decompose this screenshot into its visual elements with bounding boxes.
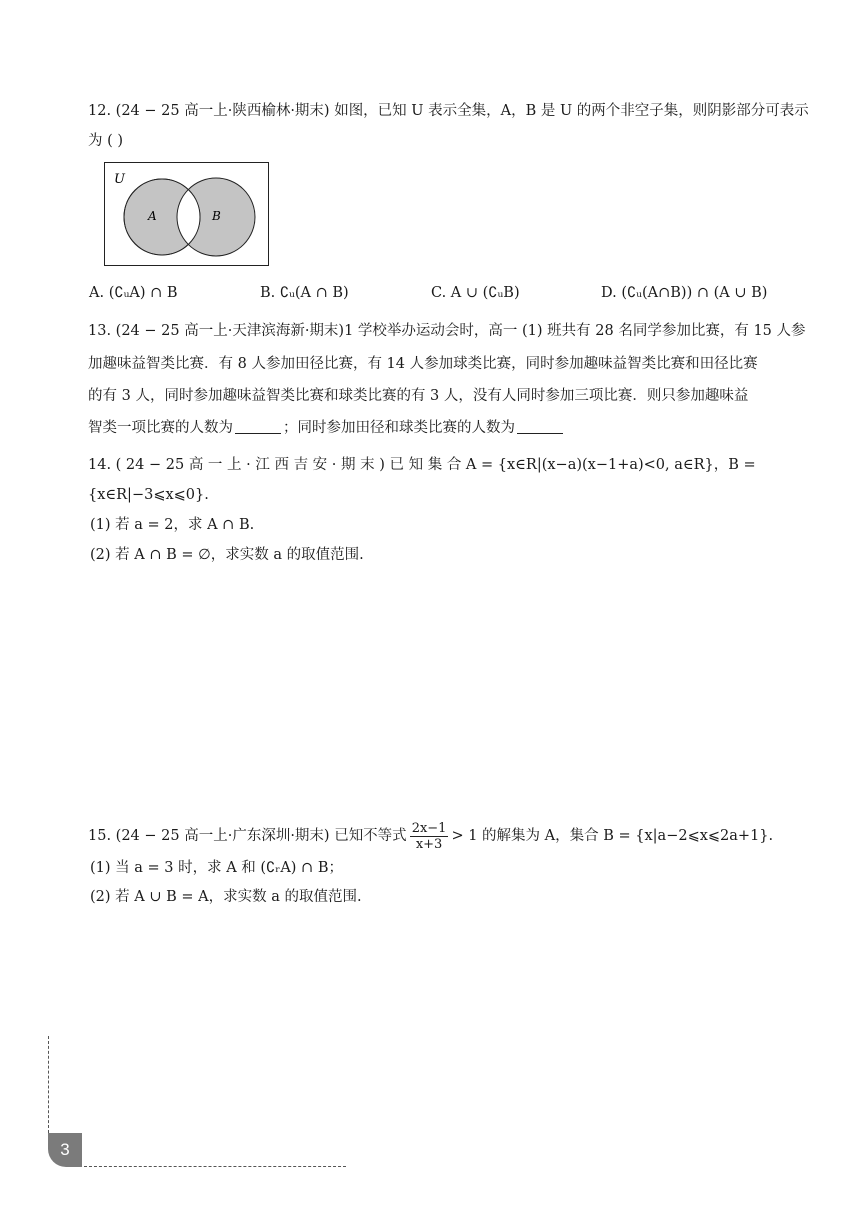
q12-option-d: D. (∁ᵤ(A∩B)) ∩ (A ∪ B) [601,285,768,301]
q13-stem-line3: 的有 3 人，同时参加趣味益智类比赛和球类比赛的有 3 人，没有人同时参加三项比赛．则只参加趣味益 [88,388,749,404]
q14-part1: (1) 若 a = 2，求 A ∩ B. [90,517,255,533]
q12-option-c: C. A ∪ (∁ᵤB) [431,285,520,301]
venn-label-u: U [114,172,125,187]
fraction-denominator: x+3 [415,836,443,852]
q12-option-b: B. ∁ᵤ(A ∩ B) [260,285,349,301]
fraction-numerator: 2x−1 [411,820,447,836]
q15-stem-line1 [88,818,773,854]
q15-text-a: 15. (24 − 25 高一上·广东深圳·期末) 已知不等式 [88,828,407,844]
q12-option-a: A. (∁ᵤA) ∩ B [89,285,178,301]
q14-stem-line2: {x∈R|−3⩽x⩽0}. [88,487,209,503]
page-number: 3 [60,1140,70,1159]
q12-stem-line2: 为 ( ) [88,133,124,149]
answer-blank-2[interactable] [517,419,563,434]
answer-blank-1[interactable] [235,419,281,434]
q13-text-a: 智类一项比赛的人数为 [88,420,233,436]
q13-stem-line1: 13. (24 − 25 高一上·天津滨海新·期末)1 学校举办运动会时，高一 (1) 班共有 28 名同学参加比赛，有 15 人参 [88,323,806,339]
q15-part1: (1) 当 a = 3 时，求 A 和 (∁ᵣA) ∩ B； [90,860,343,876]
margin-dashed-line-vertical [48,1036,49,1133]
venn-diagram [104,162,269,266]
venn-label-a: A [148,209,157,223]
q14-stem-line1: 14. ( 24 − 25 高 一 上 · 江 西 吉 安 · 期 末 ) 已 知 集 合 A = {x∈R|(x−a)(x−1+a)<0, a∈R}，B = [88,457,756,473]
page-number-tab [48,1133,82,1167]
venn-label-b: B [212,209,221,223]
q15-text-b: > 1 的解集为 A，集合 B = {x|a−2⩽x⩽2a+1}. [451,828,774,844]
q15-fraction [410,821,449,852]
q14-part2: (2) 若 A ∩ B = ∅，求实数 a 的取值范围. [90,547,364,563]
q13-text-b: ；同时参加田径和球类比赛的人数为 [283,420,515,436]
q15-part2: (2) 若 A ∪ B = A，求实数 a 的取值范围. [90,889,362,905]
q12-stem-line1: 12. (24 − 25 高一上·陕西榆林·期末) 如图，已知 U 表示全集，A，B 是 U 的两个非空子集，则阴影部分可表示 [88,103,809,119]
q13-stem-line2: 加趣味益智类比赛．有 8 人参加田径比赛，有 14 人参加球类比赛，同时参加趣味益智类比赛和田径比赛 [88,356,758,372]
margin-dashed-line-horizontal [84,1166,346,1167]
q13-stem-line4 [88,418,565,438]
